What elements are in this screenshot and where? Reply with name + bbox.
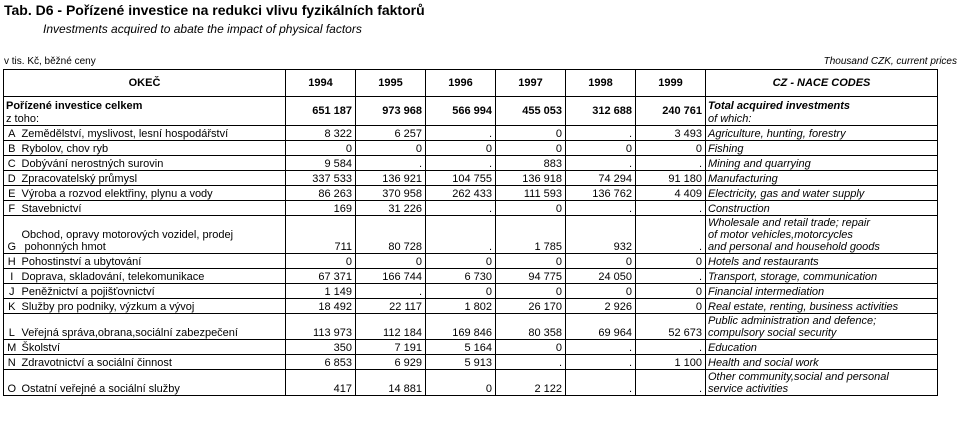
row-value: 0 xyxy=(356,254,426,269)
table-row xyxy=(4,156,938,171)
row-value: 91 180 xyxy=(636,171,706,186)
row-label: Školství xyxy=(20,340,286,355)
row-code: G xyxy=(4,216,20,254)
row-value: . xyxy=(566,201,636,216)
row-value: 6 730 xyxy=(426,269,496,284)
row-value: 31 226 xyxy=(356,201,426,216)
row-label-en xyxy=(706,171,938,186)
row-value: 6 853 xyxy=(286,355,356,370)
row-value: 0 xyxy=(426,254,496,269)
row-value: 86 263 xyxy=(286,186,356,201)
row-value: . xyxy=(566,156,636,171)
row-value: 0 xyxy=(496,340,566,355)
header-year: 1997 xyxy=(496,70,566,97)
row-value: 0 xyxy=(496,201,566,216)
row-value: . xyxy=(566,126,636,141)
total-value: 651 187 xyxy=(286,97,356,126)
header-year: 1994 xyxy=(286,70,356,97)
table-row xyxy=(4,314,938,340)
row-value: 883 xyxy=(496,156,566,171)
row-value: 166 744 xyxy=(356,269,426,284)
row-label-line: pohonných hmot xyxy=(24,241,106,253)
row-value: 18 492 xyxy=(286,299,356,314)
table-row xyxy=(4,340,938,355)
header-year: 1998 xyxy=(566,70,636,97)
row-code: E xyxy=(4,186,20,201)
total-label: Pořízené investice celkem xyxy=(4,97,286,112)
row-label: Stavebnictví xyxy=(20,201,286,216)
header-okec: OKEČ xyxy=(4,70,286,97)
row-value: 6 257 xyxy=(356,126,426,141)
of-which-label: z toho: xyxy=(4,112,286,126)
row-value: 169 846 xyxy=(426,314,496,340)
table-row xyxy=(4,370,938,396)
total-value: 973 968 xyxy=(356,97,426,126)
row-value: 52 673 xyxy=(636,314,706,340)
row-label: Výroba a rozvod elektřiny, plynu a vody xyxy=(20,186,286,201)
row-label: Zemědělství, myslivost, lesní hospodářství xyxy=(20,126,286,141)
row-value: 5 164 xyxy=(426,340,496,355)
row-value: 1 100 xyxy=(636,355,706,370)
row-label-en-line: Fishing xyxy=(708,143,744,155)
row-code: N xyxy=(4,355,20,370)
row-label-en-line: Public administration and defence; xyxy=(708,315,877,327)
row-label: Služby pro podniky, výzkum a vývoj xyxy=(20,299,286,314)
row-value: 5 913 xyxy=(426,355,496,370)
row-value: 0 xyxy=(286,141,356,156)
row-value: 112 184 xyxy=(356,314,426,340)
row-label-en xyxy=(706,186,938,201)
row-code: H xyxy=(4,254,20,269)
total-value: 240 761 xyxy=(636,97,706,126)
row-code: A xyxy=(4,126,20,141)
row-label: Peněžnictví a pojišťovnictví xyxy=(20,284,286,299)
row-value: . xyxy=(566,370,636,396)
header-year: 1995 xyxy=(356,70,426,97)
row-value: 0 xyxy=(356,141,426,156)
row-label-en-line: compulsory social security xyxy=(708,327,837,339)
row-code: K xyxy=(4,299,20,314)
row-code: I xyxy=(4,269,20,284)
row-label-en-line: Manufacturing xyxy=(708,173,778,185)
row-value: 111 593 xyxy=(496,186,566,201)
row-value: 6 929 xyxy=(356,355,426,370)
row-code: L xyxy=(4,314,20,340)
row-label xyxy=(20,216,286,254)
total-value: 455 053 xyxy=(496,97,566,126)
row-value: 0 xyxy=(426,370,496,396)
row-label-en-line: service activities xyxy=(708,383,789,395)
row-value: . xyxy=(426,156,496,171)
table-row xyxy=(4,269,938,284)
row-value: 8 322 xyxy=(286,126,356,141)
row-value: 113 973 xyxy=(286,314,356,340)
row-value: 711 xyxy=(286,216,356,254)
row-value: 0 xyxy=(496,254,566,269)
row-label-en xyxy=(706,141,938,156)
row-value: . xyxy=(426,216,496,254)
row-label-en-line: Agriculture, hunting, forestry xyxy=(708,128,846,140)
row-value: 94 775 xyxy=(496,269,566,284)
table-row xyxy=(4,254,938,269)
row-value: . xyxy=(566,355,636,370)
row-value: . xyxy=(636,216,706,254)
row-label-en xyxy=(706,156,938,171)
of-which-label-en: of which: xyxy=(706,112,938,126)
row-value: 0 xyxy=(636,284,706,299)
row-value: 932 xyxy=(566,216,636,254)
row-value: 0 xyxy=(566,141,636,156)
row-value: 3 493 xyxy=(636,126,706,141)
row-label-en xyxy=(706,201,938,216)
table-title: Tab. D6 - Pořízené investice na redukci vlivu fyzikálních faktorů xyxy=(4,2,425,18)
table-row xyxy=(4,126,938,141)
row-label-en-line: Mining and quarrying xyxy=(708,158,811,170)
row-value: 74 294 xyxy=(566,171,636,186)
row-value: 262 433 xyxy=(426,186,496,201)
row-code: F xyxy=(4,201,20,216)
row-value: 69 964 xyxy=(566,314,636,340)
row-label: Zdravotnictví a sociální činnost xyxy=(20,355,286,370)
row-value: 7 191 xyxy=(356,340,426,355)
row-label-en-line: Other community,social and personal xyxy=(708,371,889,383)
row-value: . xyxy=(636,156,706,171)
table-row xyxy=(4,171,938,186)
row-value: . xyxy=(636,201,706,216)
table-row xyxy=(4,201,938,216)
row-label-en-line: Real estate, renting, business activities xyxy=(708,301,899,313)
total-value: 312 688 xyxy=(566,97,636,126)
row-label: Ostatní veřejné a sociální služby xyxy=(20,370,286,396)
row-label-en-line: Education xyxy=(708,342,757,354)
row-value: . xyxy=(356,156,426,171)
total-row xyxy=(4,97,938,112)
row-value: 417 xyxy=(286,370,356,396)
row-value: 24 050 xyxy=(566,269,636,284)
total-value: 566 994 xyxy=(426,97,496,126)
row-value: 370 958 xyxy=(356,186,426,201)
row-value: 0 xyxy=(636,141,706,156)
row-code: B xyxy=(4,141,20,156)
row-label-en xyxy=(706,126,938,141)
row-value: 1 785 xyxy=(496,216,566,254)
table-row xyxy=(4,284,938,299)
table-row xyxy=(4,186,938,201)
row-value: 350 xyxy=(286,340,356,355)
row-value: 14 881 xyxy=(356,370,426,396)
investment-table xyxy=(3,69,938,396)
row-value: 0 xyxy=(426,141,496,156)
row-label: Pohostinství a ubytování xyxy=(20,254,286,269)
row-value: 1 149 xyxy=(286,284,356,299)
row-label-en xyxy=(706,254,938,269)
row-label: Dobývání nerostných surovin xyxy=(20,156,286,171)
row-label-en-line: Construction xyxy=(708,203,770,215)
row-value: 0 xyxy=(566,284,636,299)
row-label: Veřejná správa,obrana,sociální zabezpečení xyxy=(20,314,286,340)
row-label-line: Obchod, opravy motorových vozidel, prodej xyxy=(21,229,234,241)
row-label-en xyxy=(706,284,938,299)
row-value: . xyxy=(636,269,706,284)
header-year: 1996 xyxy=(426,70,496,97)
row-value: 0 xyxy=(496,284,566,299)
row-label-en xyxy=(706,314,938,340)
header-row xyxy=(4,70,938,97)
row-label: Rybolov, chov ryb xyxy=(20,141,286,156)
row-value: 337 533 xyxy=(286,171,356,186)
row-value: 0 xyxy=(286,254,356,269)
row-label-en-line: Transport, storage, communication xyxy=(708,271,878,283)
row-value: . xyxy=(356,284,426,299)
row-value: 1 802 xyxy=(426,299,496,314)
row-label-en-line: Financial intermediation xyxy=(708,286,825,298)
table-row xyxy=(4,216,938,254)
row-value: 0 xyxy=(566,254,636,269)
row-label-en-line: and personal and household goods xyxy=(708,241,880,253)
row-label-en-line: Wholesale and retail trade; repair xyxy=(708,217,871,229)
row-value: . xyxy=(636,340,706,355)
table-row xyxy=(4,141,938,156)
row-value: 0 xyxy=(496,141,566,156)
row-value: 136 762 xyxy=(566,186,636,201)
row-label-en xyxy=(706,216,938,254)
row-label-en xyxy=(706,299,938,314)
row-label-en xyxy=(706,269,938,284)
unit-note-cz: v tis. Kč, běžné ceny xyxy=(4,56,96,67)
row-value: 80 728 xyxy=(356,216,426,254)
row-value: 0 xyxy=(426,284,496,299)
row-value: 26 170 xyxy=(496,299,566,314)
row-label-en-line: Hotels and restaurants xyxy=(708,256,819,268)
table-row xyxy=(4,299,938,314)
row-value: 9 584 xyxy=(286,156,356,171)
row-value: 0 xyxy=(636,299,706,314)
row-value: 169 xyxy=(286,201,356,216)
row-label-en xyxy=(706,355,938,370)
row-value: 104 755 xyxy=(426,171,496,186)
row-value: 0 xyxy=(636,254,706,269)
row-value: 136 918 xyxy=(496,171,566,186)
row-value: . xyxy=(636,370,706,396)
row-code: C xyxy=(4,156,20,171)
row-value: 0 xyxy=(496,126,566,141)
row-code: D xyxy=(4,171,20,186)
unit-note-en: Thousand CZK, current prices xyxy=(823,56,957,67)
row-label-en xyxy=(706,340,938,355)
row-value: 80 358 xyxy=(496,314,566,340)
row-value: . xyxy=(426,201,496,216)
row-value: . xyxy=(566,340,636,355)
row-label: Doprava, skladování, telekomunikace xyxy=(20,269,286,284)
header-nace: CZ - NACE CODES xyxy=(706,70,938,97)
row-value: 4 409 xyxy=(636,186,706,201)
row-code: M xyxy=(4,340,20,355)
row-label-en-line: of motor vehicles,motorcycles xyxy=(708,229,853,241)
table-subtitle: Investments acquired to abate the impact of physical factors xyxy=(43,22,362,36)
row-label-en-line: Electricity, gas and water supply xyxy=(708,188,865,200)
row-value: . xyxy=(426,126,496,141)
row-value: 2 122 xyxy=(496,370,566,396)
row-value: 136 921 xyxy=(356,171,426,186)
row-value: . xyxy=(496,355,566,370)
row-value: 2 926 xyxy=(566,299,636,314)
row-value: 67 371 xyxy=(286,269,356,284)
header-year: 1999 xyxy=(636,70,706,97)
row-label: Zpracovatelský průmysl xyxy=(20,171,286,186)
row-label-en-line: Health and social work xyxy=(708,357,819,369)
row-code: O xyxy=(4,370,20,396)
row-label-en xyxy=(706,370,938,396)
row-code: J xyxy=(4,284,20,299)
table-row xyxy=(4,355,938,370)
row-value: 22 117 xyxy=(356,299,426,314)
total-label-en: Total acquired investments xyxy=(706,97,938,112)
